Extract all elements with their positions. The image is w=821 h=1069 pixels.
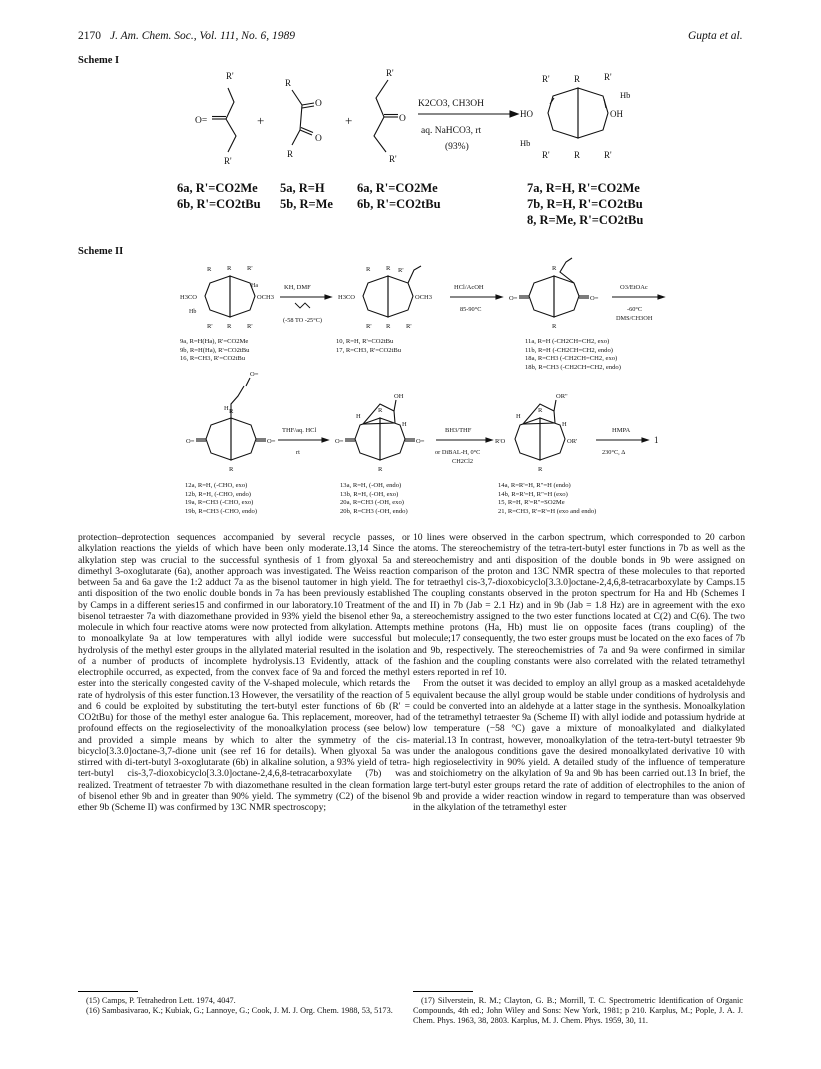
s1-o-3: O (399, 114, 406, 124)
svg-text:R: R (538, 466, 543, 473)
svg-text:or DiBAL-H, 0°C: or DiBAL-H, 0°C (435, 449, 481, 456)
svg-text:H: H (224, 405, 229, 412)
s1-o-1: O (315, 99, 322, 109)
page-number: 2170 (78, 30, 101, 42)
svg-text:OCH3: OCH3 (415, 294, 432, 301)
s2-labels-9: 9a, R=H(Ha), R'=CO2Me 9b, R=H(Ha), R'=CO2tBu 16, R=CH3, R'=CO2tBu (180, 338, 250, 362)
s1-p-hb-2: Hb (520, 138, 531, 148)
body-column-right (413, 532, 745, 813)
s1-p-hb-1: Hb (620, 90, 631, 100)
svg-text:KH, DMF: KH, DMF (284, 284, 311, 291)
s1-p-rp-1: R' (542, 74, 550, 84)
svg-text:H: H (402, 421, 407, 428)
s2-labels-14: 14a, R=R'=H, R"=H (endo) 14b, R=R'=H, R"=H (exo) 15, R=H, R'=R"=SO2Me 21, R=CH3, R'=R'=H (exo and endo) (498, 482, 597, 515)
svg-text:O=: O= (590, 295, 599, 302)
svg-text:O=: O= (250, 371, 259, 378)
svg-text:R: R (378, 466, 383, 473)
svg-text:R': R' (398, 267, 404, 274)
svg-text:H: H (356, 413, 361, 420)
s1-p-rp-2: R' (604, 72, 612, 82)
footnotes-left (78, 996, 408, 1016)
svg-text:R': R' (366, 323, 372, 330)
body-column-left (78, 532, 410, 813)
s1-rp-1: R' (226, 71, 234, 81)
s1-rp-2: R' (224, 156, 232, 166)
s1-cond-solvent: aq. NaHCO3, rt (421, 126, 482, 136)
svg-text:THF/aq. HCl: THF/aq. HCl (282, 427, 317, 434)
s1-cond-yield: (93%) (445, 142, 469, 152)
svg-text:OH: OH (394, 393, 404, 400)
compound-12-skeleton (206, 418, 231, 460)
svg-text:1: 1 (654, 435, 659, 445)
svg-text:H3CO: H3CO (338, 294, 355, 301)
svg-text:O=: O= (186, 438, 195, 445)
s1-label-col3: 6a, R'=CO2Me 6b, R'=CO2tBu (357, 181, 441, 211)
svg-text:R: R (386, 265, 391, 272)
s1-label-col2: 5a, R=H 5b, R=Me (280, 181, 333, 211)
footnote-rule-left (78, 991, 138, 992)
svg-text:O=: O= (335, 438, 344, 445)
svg-text:rt: rt (296, 449, 300, 456)
scheme-1-title: Scheme I (78, 55, 120, 66)
svg-text:H3CO: H3CO (180, 294, 197, 301)
s1-label-col1: 6a, R'=CO2Me 6b, R'=CO2tBu (177, 181, 261, 211)
svg-text:R: R (229, 466, 234, 473)
footnote: (16) Sambasivarao, K.; Kubiak, G.; Lannoye, G.; Cook, J. M. J. Org. Chem. 1988, 53, 5173. (86, 1005, 393, 1015)
svg-text:O=: O= (509, 295, 518, 302)
s1-o-2: O (315, 134, 322, 144)
compound-9-skeleton (205, 276, 230, 317)
svg-text:230°C, Δ: 230°C, Δ (602, 449, 626, 456)
s1-p-rp-4: R' (604, 150, 612, 160)
svg-text:Ha: Ha (251, 283, 258, 289)
svg-text:H: H (562, 421, 567, 428)
svg-text:H: H (516, 413, 521, 420)
svg-text:R: R (552, 323, 557, 330)
svg-text:OR": OR" (556, 393, 568, 400)
svg-text:CH2Cl2: CH2Cl2 (452, 458, 473, 465)
svg-text:HMPA: HMPA (612, 427, 631, 434)
svg-text:-60°C: -60°C (627, 306, 643, 313)
s2-labels-13: 13a, R=H, (-OH, endo) 13b, R=H, (-OH, exo) 20a, R=CH3 (-OH, exo) 20b, R=CH3 (-OH, endo) (340, 482, 408, 515)
svg-text:HCl/AcOH: HCl/AcOH (454, 284, 484, 291)
svg-text:OR': OR' (567, 438, 578, 445)
s1-r-2: R (287, 149, 294, 159)
svg-text:R': R' (406, 323, 412, 330)
svg-text:R: R (552, 265, 557, 272)
scheme-2-title: Scheme II (78, 246, 124, 257)
s1-r-1: R (285, 78, 292, 88)
svg-text:R: R (229, 408, 234, 415)
svg-text:R': R' (247, 323, 253, 330)
s1-plus-2: + (345, 113, 353, 128)
svg-text:R': R' (207, 323, 213, 330)
compound-10-skeleton (363, 276, 388, 317)
compound-11-skeleton (529, 276, 554, 317)
svg-text:R': R' (247, 265, 253, 272)
s1-p-r-1: R (574, 74, 581, 84)
s2-labels-11: 11a, R=H (-CH2CH=CH2, exo) 11b, R=H (-CH2CH=CH2, endo) 18a, R=CH3 (-CH2CH=CH2, exo) 18b, R=CH3 (-CH2CH=CH2, endo) (525, 338, 621, 371)
s2-labels-10: 10, R=H, R'=CO2tBu 17, R=CH3, R'=CO2tBu (336, 338, 402, 354)
svg-text:O3/EtOAc: O3/EtOAc (620, 284, 648, 291)
footnote-rule-right (413, 991, 473, 992)
running-authors: Gupta et al. (688, 30, 743, 42)
svg-text:Hb: Hb (189, 309, 197, 315)
footnotes-right (413, 996, 743, 1025)
svg-text:R: R (227, 265, 232, 272)
svg-text:O=: O= (267, 438, 276, 445)
svg-text:R: R (378, 407, 383, 414)
journal-citation: J. Am. Chem. Soc., Vol. 111, No. 6, 1989 (110, 30, 295, 42)
body-paragraph: protection–deprotection sequences accompanied by several recycle passes, or alkylation reactions the yields of which have been only moderate.13,14 Since the alkylation step was crucial to the successful synthesis of 1 from glyoxal 5a and dimethyl 3-oxoglutarate (6a), another approach was investigated. The Weiss reaction between 5a and 6a gave the 1:2 adduct 7a as the bisenol tautomer in high yield. The anti disposition of the two enolic double bonds in 7a has been previously established by Camps in a different series15 and confirmed in our laboratory.10 Treatment of the bisenol tetraester 7a with diazomethane provided in 93% yield the bisenol ether 9a, a molecule in which four reactive atoms were now protected from alkylation. Attempts to monoalkylate 9a at low temperatures with allyl iodide were successful but hydrolysis of the methyl ester groups in the allylated material resulted in the isolation of a number of products of incomplete hydrolysis.13 Evidently, attack of the electrophile occurred, as expected, from the convex face of 9a and forced the methyl ester into the sterically congested cavity of the V-shaped molecule, which retards the rate of hydrolysis of this ester function.13 However, the versatility of the reaction of 5 and 6 could be exploited by substituting the tert-butyl ester functions of 6b (R' = CO2tBu) for those of the methyl ester analogue 6a. This replacement, moreover, had profound effects on the regioselectivity of the monoalkylation process (see below) and provided a simple means by which to alter the symmetry of the cis-bicyclo[3.3.0]octane-3,7-dione unit (see ref 16 for details). When glyoxal 5a was stirred with di-tert-butyl 3-oxoglutarate (6b) in alkaline solution, a 93% yield of tetra-tert-butyl cis-3,7-dioxobicyclo[3.3.0]octane-2,4,6,8-tetracarboxylate (7b) was realized. Treatment of tetraester 7b with diazomethane resulted in the clean formation of bisenol ether 9b and in greater than 90% yield. The symmetry (C2) of the bisenol ether 9b (Scheme II) was confirmed by 13C NMR spectroscopy; (78, 532, 410, 813)
footnote: (15) Camps, P. Tetrahedron Lett. 1974, 4047. (86, 996, 236, 1005)
s1-p-oh: OH (610, 109, 623, 119)
svg-text:R'O: R'O (495, 438, 506, 445)
s1-p-ho: HO (520, 109, 533, 119)
svg-text:(-58 TO -25°C): (-58 TO -25°C) (283, 317, 323, 324)
svg-text:O=: O= (416, 438, 425, 445)
s1-cond-reagent: K2CO3, CH3OH (418, 99, 484, 109)
s2-labels-12: 12a, R=H, (-CHO, exo) 12b, R=H, (-CHO, endo) 19a, R=CH3 (-CHO, exo) 19b, R=CH3 (-CHO, endo) (185, 482, 258, 515)
svg-text:OCH3: OCH3 (257, 294, 274, 301)
s1-p-r-2: R (574, 150, 581, 160)
s1-rp-4: R' (389, 154, 397, 164)
s1-oeq-1: O= (195, 116, 208, 126)
svg-text:R: R (366, 266, 371, 273)
svg-text:R: R (386, 323, 391, 330)
svg-text:R: R (538, 407, 543, 414)
svg-text:R: R (207, 266, 212, 273)
body-paragraph: From the outset it was decided to employ an allyl group as a masked acetaldehyde equivalent because the allyl group would be stable under conditions of hydrolysis and could be converted into an aldehyde at a latter stage in the synthesis. Monoalkylation of the tetramethyl tetraester 9a (Scheme II) with allyl iodide and potassium hydride at low temperature (−58 °C) gave a mixture of monoalkylated and dialkylated material.13 In contrast, however, monoalkylation of the tetra-tert-butyl tetraester 9b under the analogous conditions gave the desired monoalkylated derivative 10 with high regioselectivity in 90% yield. A detailed study of the influence of temperature and stoichiometry on the alkylation of 9a and 9b has been carried out.13 In brief, the large tert-butyl ester groups retard the rate of addition of electrophiles to the anion of 9b and provide a wider reaction window in regard to temperature than was observed in the alkylation of the tetramethyl ester (413, 678, 745, 813)
svg-text:R: R (227, 323, 232, 330)
s1-p-rp-3: R' (542, 150, 550, 160)
s1-label-col4: 7a, R=H, R'=CO2Me 7b, R=H, R'=CO2tBu 8, R=Me, R'=CO2tBu (527, 181, 644, 227)
svg-text:BH3/THF: BH3/THF (445, 427, 472, 434)
svg-text:DMS/CH3OH: DMS/CH3OH (616, 315, 653, 322)
s1-plus-1: + (257, 113, 265, 128)
footnote: (17) Silverstein, R. M.; Clayton, G. B.; Morrill, T. C. Spectrometric Identification of Organic Compounds, 4th ed.; John Wiley and Sons: New York, 1981; p 210. Karplus, M.; Pople, J. A. J. Chem. Phys. 1963, 38, 2803. Karplus, M. J. Chem. Phys. 1959, 30, 11. (413, 996, 743, 1025)
svg-text:85-90°C: 85-90°C (460, 306, 482, 313)
body-paragraph: 10 lines were observed in the carbon spectrum, which corresponded to 20 carbon atoms. The stereochemistry of the tetra-tert-butyl ester functions in 7b as well as the stereochemistry and anti disposition of the double bonds in 9b were assigned on comparison of the proton and 13C NMR spectra of these molecules to that reported for tetraethyl cis-3,7-dioxobicyclo[3.3.0]octane-2,4,6,8-tetracarboxylate by Camps.15 The coupling constants observed in the proton spectrum for Ha and Hb (Schemes I and II) in 7b (Jab = 2.1 Hz) and in 9b (Jab = 1.8 Hz) are in agreement with the exo stereochemistry assigned to the two ester functions located at C(2) and C(6). The two methine protons (Ha, Hb) must lie on opposite faces (trans coupling) of the molecule;17 consequently, the two ester groups must be located on the exo faces of 7b and 9b, respectively. The stereochemistries of 7a and 9a were confirmed in similar fashion and the coupling constants were also correlated with the related tetramethyl esters reported in ref 10. (413, 532, 745, 678)
s1-rp-3: R' (386, 68, 394, 78)
